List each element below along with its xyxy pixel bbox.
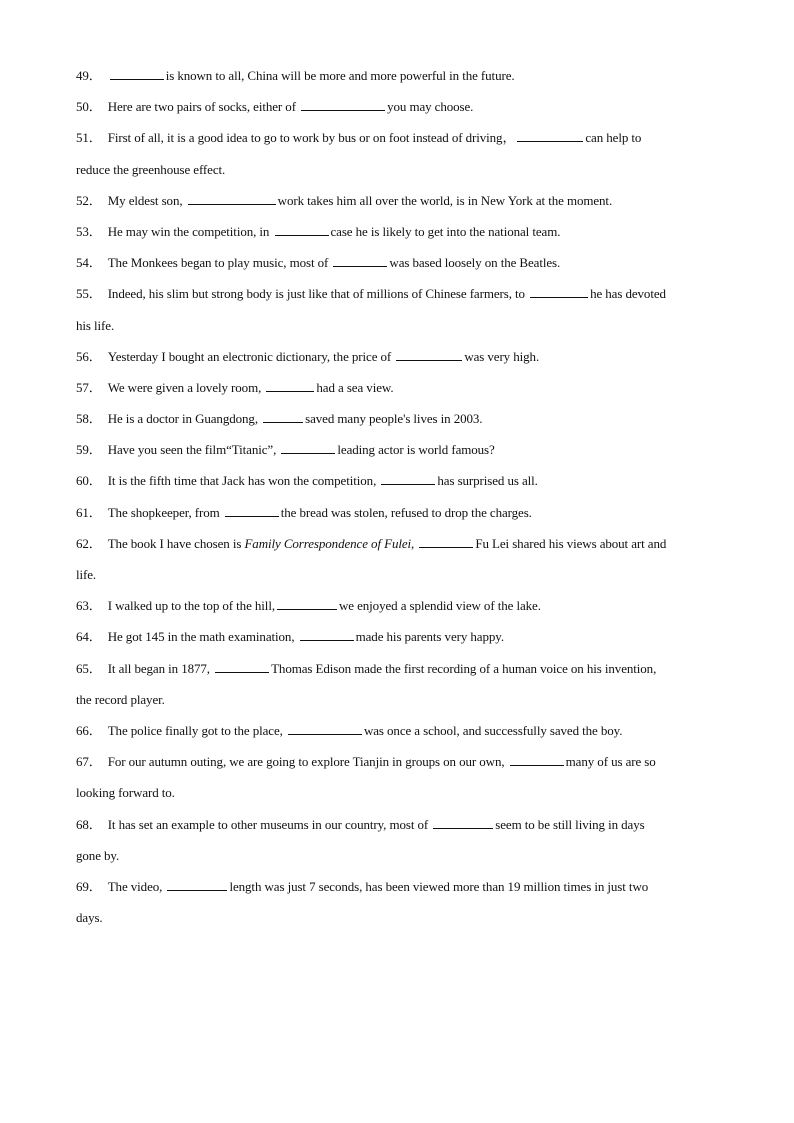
question-55-continuation <box>76 316 718 347</box>
question-text-continuation: gone by. <box>76 847 120 863</box>
answer-blank[interactable] <box>530 285 588 298</box>
answer-blank[interactable] <box>215 660 269 673</box>
question-57 <box>76 378 718 409</box>
question-63 <box>76 596 718 627</box>
answer-blank[interactable] <box>300 628 354 641</box>
question-67-continuation <box>76 783 718 814</box>
question-text-after: had a sea view. <box>316 379 394 395</box>
question-number: 68． <box>76 816 102 832</box>
question-text-after: can help to <box>585 130 642 146</box>
question-list <box>76 66 718 939</box>
question-text-after: case he is likely to get into the national team. <box>330 223 561 239</box>
question-65-continuation <box>76 690 718 721</box>
question-number: 55． <box>76 286 102 302</box>
question-text-before: I walked up to the top of the hill, <box>107 598 275 614</box>
question-68 <box>76 815 718 846</box>
question-text-before: He is a doctor in Guangdong, <box>107 411 262 427</box>
answer-blank[interactable] <box>281 441 335 454</box>
question-text-after: he has devoted <box>590 286 666 302</box>
question-text-before: The Monkees began to play music, most of <box>107 255 332 271</box>
question-text-before: Have you seen the film“Titanic”, <box>107 442 280 458</box>
question-text-before: The book I have chosen is <box>107 535 245 551</box>
question-text-before: The police finally got to the place, <box>107 722 286 738</box>
question-65 <box>76 659 718 690</box>
question-number: 66． <box>76 722 102 738</box>
question-number: 62． <box>76 535 102 551</box>
question-64 <box>76 627 718 658</box>
question-text-before: The video, <box>107 878 166 894</box>
question-62 <box>76 534 718 565</box>
answer-blank[interactable] <box>263 410 303 423</box>
question-number: 58． <box>76 411 102 427</box>
question-50 <box>76 97 718 128</box>
question-text-after: you may choose. <box>387 99 474 115</box>
question-number: 64． <box>76 629 102 645</box>
question-text-after: Fu Lei shared his views about art and <box>475 535 667 551</box>
answer-blank[interactable] <box>333 254 387 267</box>
question-text-before: He may win the competition, in <box>107 223 273 239</box>
question-text-before: It is the fifth time that Jack has won the competition, <box>107 473 380 489</box>
question-55 <box>76 284 718 315</box>
question-number: 60． <box>76 473 102 489</box>
question-text-after: work takes him all over the world, is in New York at the moment. <box>277 192 613 208</box>
answer-blank[interactable] <box>275 223 329 236</box>
question-51 <box>76 128 718 159</box>
answer-blank[interactable] <box>381 472 435 485</box>
question-text-after: has surprised us all. <box>437 473 538 489</box>
question-number: 61． <box>76 504 102 520</box>
answer-blank[interactable] <box>517 129 583 142</box>
question-text-before: For our autumn outing, we are going to explore Tianjin in groups on our own, <box>107 754 508 770</box>
question-51-continuation <box>76 160 718 191</box>
question-text-middle: , <box>411 535 418 551</box>
question-67 <box>76 752 718 783</box>
answer-blank[interactable] <box>110 67 164 80</box>
question-number: 59． <box>76 442 102 458</box>
question-number: 54． <box>76 255 102 271</box>
question-number: 49． <box>76 68 102 83</box>
question-text-after: the bread was stolen, refused to drop the charges. <box>280 504 532 520</box>
answer-blank[interactable] <box>188 192 276 205</box>
answer-blank[interactable] <box>301 98 385 111</box>
question-text-after: we enjoyed a splendid view of the lake. <box>338 598 541 614</box>
question-text-before: Here are two pairs of socks, either of <box>107 99 300 115</box>
question-text-before: My eldest son, <box>107 192 186 208</box>
question-text-before: The shopkeeper, from <box>107 504 223 520</box>
question-text-before: Yesterday I bought an electronic dictionary, the price of <box>107 348 395 364</box>
question-52 <box>76 191 718 222</box>
question-number: 65． <box>76 660 102 676</box>
question-text-after: seem to be still living in days <box>495 816 645 832</box>
question-text-continuation: the record player. <box>76 691 165 707</box>
answer-blank[interactable] <box>419 535 473 548</box>
question-61 <box>76 503 718 534</box>
question-54 <box>76 253 718 284</box>
answer-blank[interactable] <box>266 379 314 392</box>
question-text-before: It all began in 1877, <box>107 660 214 676</box>
question-text-before: He got 145 in the math examination, <box>107 629 298 645</box>
question-69 <box>76 877 718 908</box>
question-62-continuation <box>76 565 718 596</box>
answer-blank[interactable] <box>510 753 564 766</box>
answer-blank[interactable] <box>277 597 337 610</box>
question-text-after: made his parents very happy. <box>355 629 504 645</box>
question-number: 52． <box>76 192 102 208</box>
question-text-continuation: reduce the greenhouse effect. <box>76 161 226 177</box>
question-text-after: was very high. <box>464 348 540 364</box>
answer-blank[interactable] <box>396 348 462 361</box>
answer-blank[interactable] <box>433 816 493 829</box>
question-53 <box>76 222 718 253</box>
question-text-after: saved many people's lives in 2003. <box>305 411 483 427</box>
answer-blank[interactable] <box>288 722 362 735</box>
question-text-before: First of all, it is a good idea to go to work by bus or on foot instead of driving， <box>107 130 516 146</box>
question-68-continuation <box>76 846 718 877</box>
question-49 <box>76 66 718 97</box>
question-text-continuation: looking forward to. <box>76 785 175 801</box>
question-text-before: Indeed, his slim but strong body is just like that of millions of Chinese farmers, to <box>107 286 529 302</box>
question-66 <box>76 721 718 752</box>
question-text-continuation: days. <box>76 910 103 926</box>
question-56 <box>76 347 718 378</box>
question-number: 67． <box>76 754 102 770</box>
question-text-after: Thomas Edison made the first recording of a human voice on his invention, <box>271 660 657 676</box>
question-59 <box>76 440 718 471</box>
question-number: 56． <box>76 348 102 364</box>
question-number: 50． <box>76 99 102 115</box>
question-text-after: was once a school, and successfully saved the boy. <box>363 722 623 738</box>
question-58 <box>76 409 718 440</box>
book-title: Family Correspondence of Fulei <box>244 535 412 551</box>
question-number: 69． <box>76 878 102 894</box>
question-text-after: many of us are so <box>565 754 656 770</box>
question-text-before: It has set an example to other museums in our country, most of <box>107 816 432 832</box>
question-60 <box>76 471 718 502</box>
question-text-after: leading actor is world famous? <box>337 442 495 458</box>
question-number: 51． <box>76 130 102 146</box>
question-text-before: We were given a lovely room, <box>107 379 265 395</box>
question-text-after: was based loosely on the Beatles. <box>389 255 561 271</box>
question-69-continuation <box>76 908 718 939</box>
answer-blank[interactable] <box>167 878 227 891</box>
question-text-continuation: his life. <box>76 317 115 333</box>
question-number: 53． <box>76 223 102 239</box>
answer-blank[interactable] <box>225 504 279 517</box>
question-number: 63． <box>76 598 102 614</box>
question-number: 57． <box>76 379 102 395</box>
question-text-after: is known to all, China will be more and more powerful in the future. <box>165 68 515 83</box>
question-text-continuation: life. <box>76 567 97 582</box>
question-text-after: length was just 7 seconds, has been viewed more than 19 million times in just two <box>229 878 649 894</box>
